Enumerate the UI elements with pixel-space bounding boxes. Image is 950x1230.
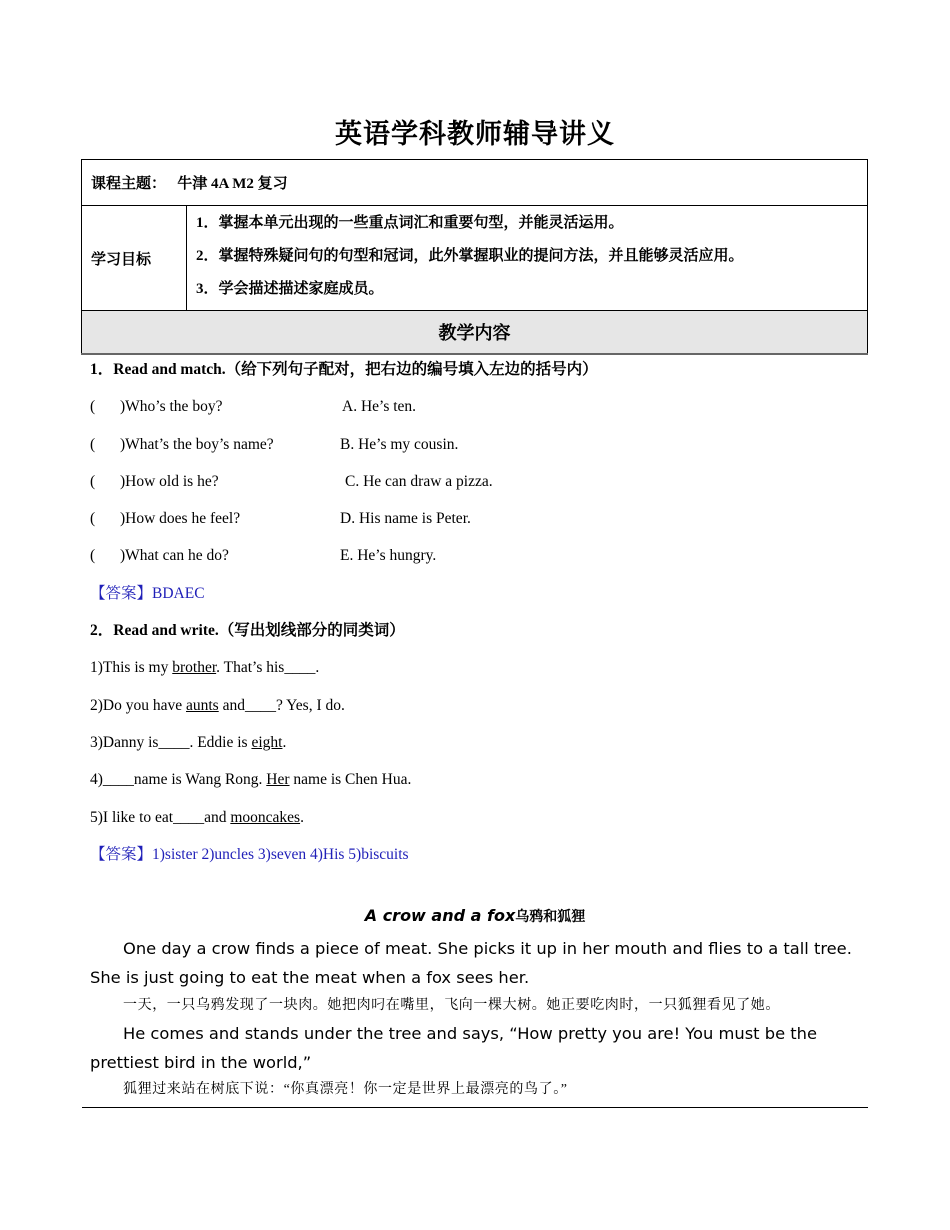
section1-heading <box>90 356 870 393</box>
section1-heading-cn: （给下列句子配对，把右边的编号填入左边的括号内） <box>225 361 598 378</box>
fill-item <box>90 729 870 766</box>
section1-answer <box>90 580 870 617</box>
answer-bracket[interactable]: ( <box>90 547 96 565</box>
goals-cell <box>187 206 868 311</box>
story-paragraph-en: He comes and stands under the tree and says, “How pretty you are! You must be the prettiest bird in the world,” <box>90 1024 817 1072</box>
bottom-divider <box>82 1107 868 1108</box>
underlined-word: mooncakes <box>230 808 301 826</box>
theme-value: 牛津 4A M2 复习 <box>177 176 288 192</box>
match-answer: B. He’s my cousin. <box>340 435 459 453</box>
fill-item <box>90 804 870 841</box>
match-row <box>90 431 870 468</box>
fill-item <box>90 692 870 729</box>
match-question: )What can he do? <box>120 547 229 565</box>
fill-text: . That’s his <box>216 659 285 677</box>
answer-tag: 【答案】 <box>90 845 153 863</box>
fill-text: 4) <box>90 771 103 789</box>
answer-bracket[interactable]: ( <box>90 398 96 416</box>
theme-cell <box>82 160 868 206</box>
match-answer: C. He can draw a pizza. <box>345 472 493 490</box>
fill-text: 3)Danny is <box>90 733 159 751</box>
fill-item <box>90 654 870 691</box>
fill-text: name is Chen Hua. <box>289 771 412 789</box>
match-question: )How does he feel? <box>120 510 241 528</box>
underlined-word: Her <box>266 771 290 789</box>
answer-tag: 【答案】 <box>90 584 153 602</box>
content-header-row <box>82 311 868 355</box>
section1-heading-en: 1．Read and match. <box>90 361 226 378</box>
fill-text: 5)I like to eat <box>90 808 174 826</box>
story-title-en: A crow and a fox <box>364 906 516 925</box>
goal-item: 1．掌握本单元出现的一些重点词汇和重要句型，并能灵活运用。 <box>196 215 624 231</box>
theme-row <box>82 160 868 206</box>
match-question: )How old is he? <box>120 472 219 490</box>
fill-text: and <box>218 696 245 714</box>
section2-answer <box>90 841 870 878</box>
fill-text: . <box>282 733 287 751</box>
match-row <box>90 542 870 579</box>
fill-text: . <box>300 808 304 826</box>
goal-item: 3．学会描述描述家庭成员。 <box>196 281 384 297</box>
blank-field[interactable]: ____ <box>284 659 316 677</box>
fill-text: . <box>315 659 320 677</box>
fill-text: 2)Do you have <box>90 696 186 714</box>
underlined-word: brother <box>172 659 217 677</box>
fill-text: ? Yes, I do. <box>275 696 345 714</box>
match-row <box>90 393 870 430</box>
answer-text: BDAEC <box>152 584 205 602</box>
blank-field[interactable]: ____ <box>158 733 190 751</box>
answer-bracket[interactable]: ( <box>90 435 96 453</box>
fill-text: . Eddie is <box>189 733 252 751</box>
story-title <box>0 906 950 926</box>
story-title-cn: 乌鸦和狐狸 <box>515 909 586 925</box>
answer-bracket[interactable]: ( <box>90 510 96 528</box>
match-answer: D. His name is Peter. <box>340 510 471 528</box>
goal-item: 2．掌握特殊疑问句的句型和冠词，此外掌握职业的提问方法，并且能够灵活应用。 <box>196 248 744 264</box>
goals-row <box>82 206 868 311</box>
fill-text: 1)This is my <box>90 659 173 677</box>
section2-heading-en: 2．Read and write. <box>90 622 219 640</box>
story-paragraph-cn: 狐狸过来站在树底下说：“你真漂亮！你一定是世界上最漂亮的鸟了。” <box>123 1082 568 1097</box>
match-row <box>90 505 870 542</box>
section2-heading <box>90 617 870 654</box>
story-paragraph-en: One day a crow finds a piece of meat. She picks it up in her mouth and flies to a tall tree. She is just going to eat the meat when a fox sees her. <box>90 939 852 987</box>
blank-field[interactable]: ____ <box>244 696 276 714</box>
match-answer: A. He’s ten. <box>342 398 417 416</box>
section2-heading-cn: （写出划线部分的同类词） <box>218 622 405 640</box>
theme-label: 课程主题： <box>91 176 167 192</box>
answer-text: 1)sister 2)uncles 3)seven 4)His 5)biscuits <box>152 845 409 863</box>
lesson-info-table <box>81 159 868 355</box>
answer-bracket[interactable]: ( <box>90 472 96 490</box>
content-header: 教学内容 <box>82 311 868 355</box>
goals-label: 学习目标 <box>82 206 187 311</box>
underlined-word: eight <box>251 733 283 751</box>
page-title: 英语学科教师辅导讲义 <box>335 119 615 149</box>
match-answer: E. He’s hungry. <box>340 547 437 565</box>
story-paragraph-cn: 一天，一只乌鸦发现了一块肉。她把肉叼在嘴里，飞向一棵大树。她正要吃肉时，一只狐狸看见了她。 <box>123 998 780 1013</box>
fill-text: and <box>204 808 231 826</box>
underlined-word: aunts <box>186 696 219 714</box>
exercise-content <box>90 356 870 878</box>
match-row <box>90 468 870 505</box>
blank-field[interactable]: ____ <box>102 771 134 789</box>
match-question: )What’s the boy’s name? <box>120 435 274 453</box>
blank-field[interactable]: ____ <box>173 808 205 826</box>
fill-text: name is Wang Rong. <box>133 771 267 789</box>
match-question: )Who’s the boy? <box>120 398 223 416</box>
fill-item <box>90 766 870 803</box>
